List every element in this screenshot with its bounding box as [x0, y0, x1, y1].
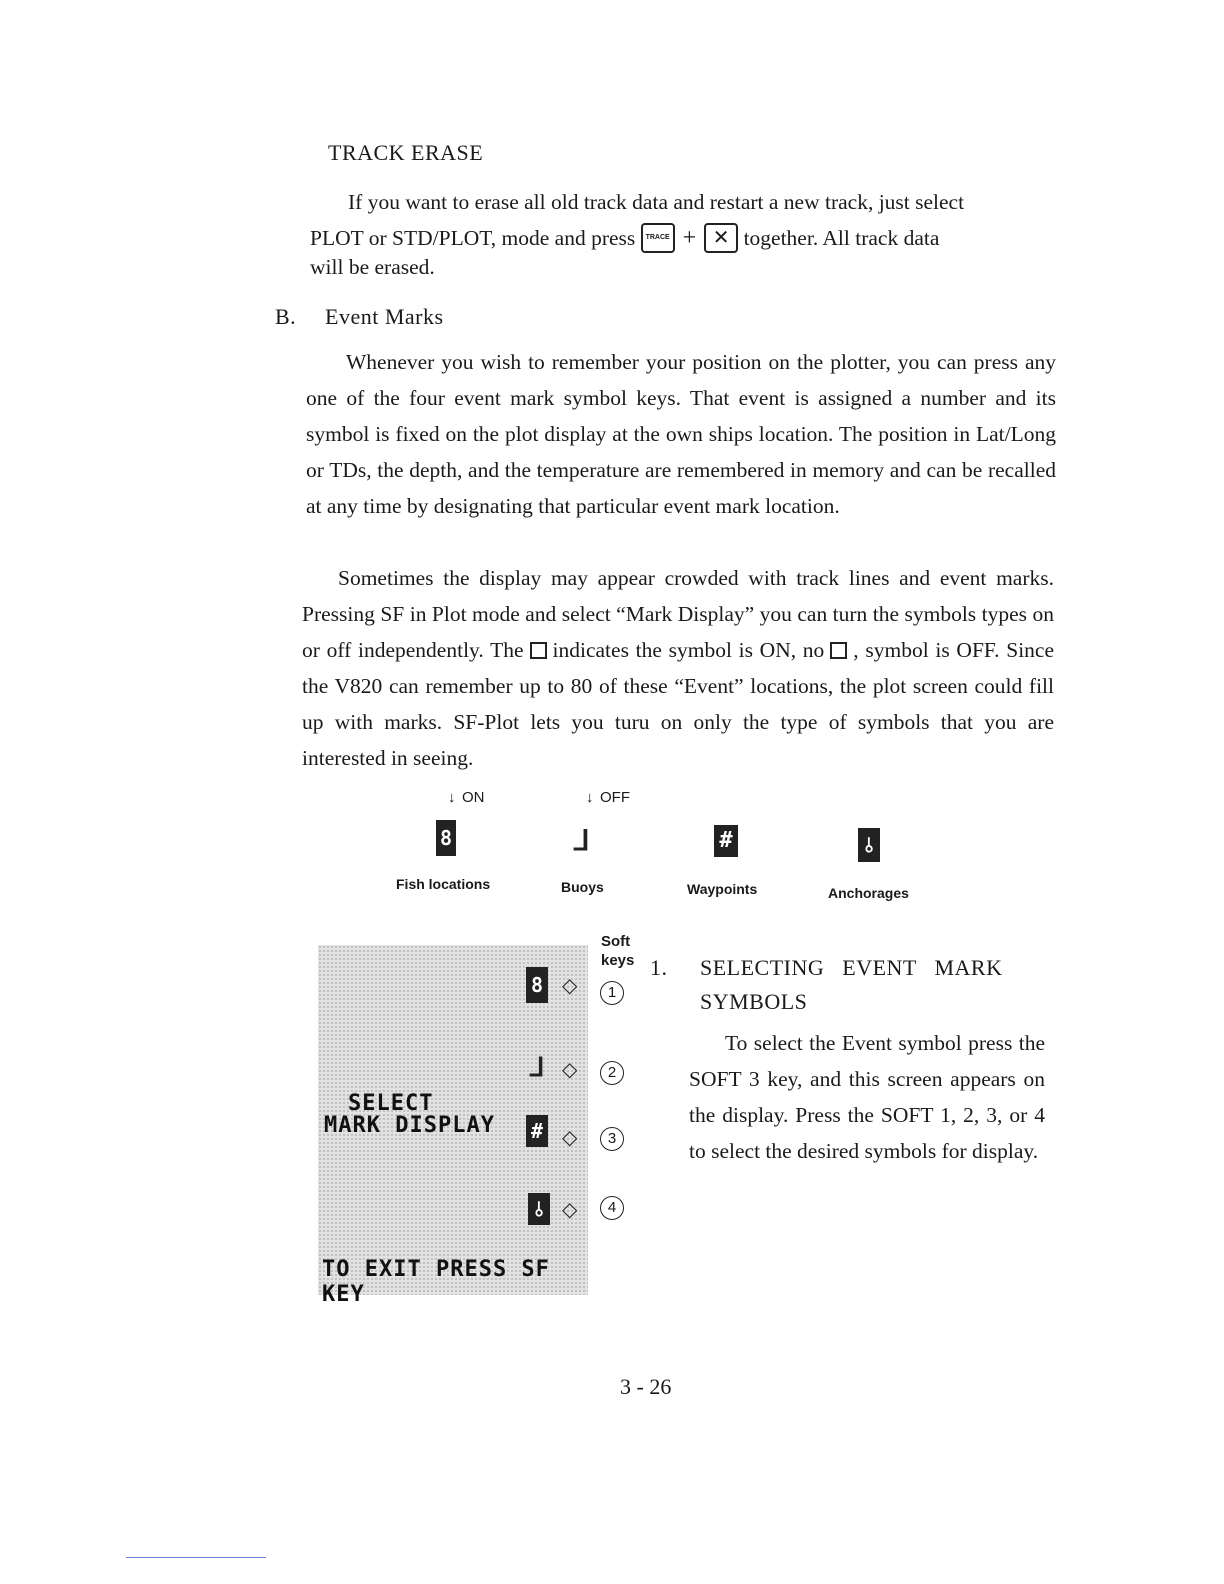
soft-key-3-circle: 3: [600, 1127, 624, 1151]
mark-display-screen: [318, 945, 588, 1307]
screen-title-mark-display: MARK DISPLAY: [324, 1113, 495, 1138]
selecting-heading-line-2: SYMBOLS: [700, 989, 808, 1014]
track-erase-line-2-pre: PLOT or STD/PLOT, mode and press: [310, 226, 636, 250]
soft-key-2-circle: 2: [600, 1061, 624, 1085]
screen-fish-symbol-icon: 8: [526, 967, 548, 1003]
scan-edge-line: [126, 1557, 266, 1558]
paragraph-2-part-a: Sometimes the display may appear crowded with track lines and event marks. Pressing SF in Plot mode and select “Mark Display” you can turn the symbols types on or off independently. The: [302, 566, 1054, 662]
track-erase-line-2-post: together. All track data: [743, 226, 940, 250]
paragraph-2-part-c: , symbol is OFF. Since the V820 can remember up to 80 of these “Event” locations, the plot screen could fill up with marks. SF-Plot lets you turu on only the type of symbols that you are interested in seeing.: [302, 638, 1054, 770]
screen-title-select: SELECT: [348, 1091, 434, 1116]
track-erase-heading: TRACK ERASE: [328, 140, 484, 165]
waypoint-symbol-icon: #: [714, 825, 738, 857]
section-letter: B.: [275, 304, 297, 329]
plus-sign: +: [682, 225, 697, 251]
soft-keys-label: [601, 932, 634, 970]
screen-buoy-symbol-icon: ⅃: [530, 1053, 545, 1083]
buoy-symbol-icon: ⅃: [574, 824, 590, 857]
screen-waypoint-symbol-icon: #: [526, 1115, 548, 1147]
selecting-heading-line-1: SELECTING EVENT MARK: [700, 955, 1003, 980]
screen-anchorage-symbol-icon: ⫰: [528, 1193, 550, 1225]
caption-fish-locations: Fish locations: [396, 876, 491, 892]
checkbox-square-icon: [830, 642, 847, 659]
screen-diamond-icon: ◇: [562, 1199, 578, 1221]
fish-location-symbol-icon: 8: [436, 820, 456, 856]
screen-diamond-icon: ◇: [562, 1127, 578, 1149]
off-arrow-icon: ↓: [586, 789, 594, 806]
caption-buoys: Buoys: [561, 879, 604, 895]
soft-key-4-circle: 4: [600, 1196, 624, 1220]
screen-diamond-icon: ◇: [562, 1059, 578, 1081]
event-marks-heading: Event Marks: [325, 304, 444, 329]
soft-label-line-2: keys: [601, 952, 635, 969]
caption-waypoints: Waypoints: [687, 881, 758, 897]
on-arrow-icon: ↓: [448, 789, 456, 806]
screen-exit-instruction: TO EXIT PRESS SF KEY: [322, 1257, 550, 1307]
selecting-item-number: 1.: [650, 955, 668, 980]
off-label: OFF: [600, 789, 630, 806]
track-erase-line-1: If you want to erase all old track data and restart a new track, just select: [348, 190, 965, 214]
soft-key-1-circle: 1: [600, 981, 624, 1005]
event-marks-paragraph-1: Whenever you wish to remember your position on the plotter, you can press any one of the four event mark symbol keys. That event is assigned a number and its symbol is fixed on the plot display at the own ships location. The position in Lat/Long or TDs, the depth, and the temperature are remembered in memory and can be recalled at any time by designating that particular event mark location.: [306, 350, 1056, 518]
checkbox-square-icon: [530, 642, 547, 659]
page-number: 3 - 26: [620, 1374, 672, 1399]
on-label: ON: [462, 789, 485, 806]
event-marks-paragraph-2: [302, 560, 1054, 776]
trace-key-icon: TRACE: [641, 223, 675, 253]
selecting-body: To select the Event symbol press the SOFT 3 key, and this screen appears on the display. Press the SOFT 1, 2, 3, or 4 to select the desired symbols for display.: [689, 1031, 1045, 1163]
anchorage-symbol-icon: ⫰: [858, 828, 880, 862]
screen-diamond-icon: ◇: [562, 975, 578, 997]
cross-key-icon: ✕: [704, 223, 738, 253]
caption-anchorages: Anchorages: [828, 885, 909, 901]
soft-label-line-1: Soft: [601, 933, 631, 950]
paragraph-2-part-b: indicates the symbol is ON, no: [552, 638, 825, 662]
track-erase-line-3: will be erased.: [310, 255, 435, 279]
